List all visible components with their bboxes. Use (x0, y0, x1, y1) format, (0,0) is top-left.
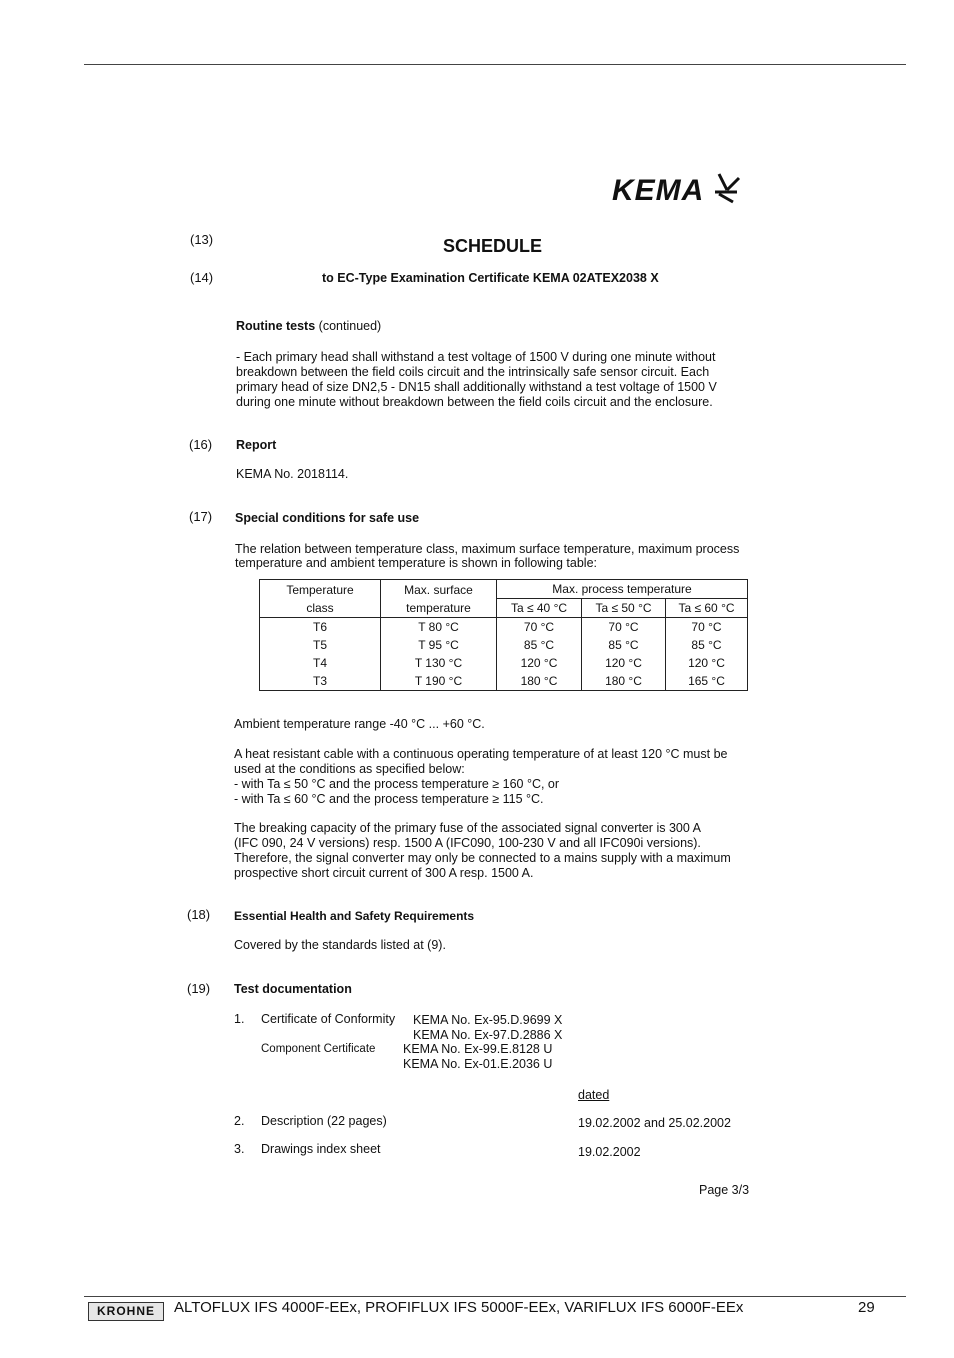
header-surface: Max. surface temperature (381, 580, 497, 618)
section-13-number: (13) (190, 232, 214, 247)
certificate-subtitle: to EC-Type Examination Certificate KEMA 02ATEX2038 X (322, 271, 659, 285)
header-rule (84, 64, 906, 65)
table-cell: 180 °C (582, 672, 666, 691)
table-cell: 70 °C (666, 618, 748, 637)
header-class: Temperature class (260, 580, 381, 618)
coc-label: Certificate of Conformity (261, 1012, 396, 1026)
report-body: KEMA No. 2018114. (236, 467, 349, 481)
header-process: Max. process temperature (497, 580, 748, 599)
section-18-number: (18) (187, 907, 211, 922)
schedule-title: SCHEDULE (443, 236, 543, 256)
table-cell: 165 °C (666, 672, 748, 691)
dated-label: dated (578, 1088, 610, 1102)
routine-tests-heading: Routine tests (continued) (236, 319, 382, 333)
table-cell: T5 (260, 636, 381, 654)
footer-rule (84, 1296, 906, 1297)
component-label: Component Certificate (261, 1043, 376, 1055)
ambient-range: Ambient temperature range -40 °C ... +60 °C. (234, 717, 485, 731)
table-cell: 85 °C (666, 636, 748, 654)
table-row (260, 654, 748, 672)
table-row (260, 636, 748, 654)
footer-page-number: 29 (858, 1299, 875, 1316)
table-cell: 70 °C (497, 618, 582, 637)
table-cell: 85 °C (497, 636, 582, 654)
special-conditions-heading: Special conditions for safe use (235, 511, 420, 525)
routine-tests-body: - Each primary head shall withstand a test voltage of 1500 V during one minute without breakdown between the field coils circuit and the intrinsically safe sensor circuit. Each primary head of size DN2,5 - DN15 shall additionally withstand a test voltage of 1500 V during one minute without breakdown between the field coils circuit and the enclosure. (236, 350, 717, 409)
section-16-number: (16) (189, 437, 213, 452)
table-row (260, 618, 748, 637)
item-2-number: 2. (234, 1114, 245, 1128)
table-cell: T6 (260, 618, 381, 637)
coc-values: KEMA No. Ex-95.D.9699 X KEMA No. Ex-97.D.2886 X (413, 1013, 563, 1042)
page-label: Page 3/3 (699, 1183, 750, 1197)
table-cell: 120 °C (666, 654, 748, 672)
kema-logo: KEMA (612, 170, 741, 208)
table-cell: T 80 °C (381, 618, 497, 637)
table-cell: 85 °C (582, 636, 666, 654)
item-3-date: 19.02.2002 (578, 1145, 641, 1159)
temperature-table (259, 579, 748, 691)
table-cell: T3 (260, 672, 381, 691)
kema-mark-icon (713, 170, 741, 204)
item-1-number: 1. (234, 1012, 245, 1026)
section-17-number: (17) (189, 509, 213, 524)
subheader-ta40: Ta ≤ 40 °C (497, 599, 582, 618)
subheader-ta60: Ta ≤ 60 °C (666, 599, 748, 618)
special-conditions-intro: The relation between temperature class, maximum surface temperature, maximum process temperature and ambient temperature is shown in following table: (235, 542, 740, 570)
item-3-number: 3. (234, 1142, 245, 1156)
fuse-capacity: The breaking capacity of the primary fuse of the associated signal converter is 300 A (IFC 090, 24 V versions) resp. 1500 A (IFC090, 100-230 V and all IFC090i versions). Therefore, the signal converter may only be connected to a mains supply with a maximum prospective short circuit current of 300 A resp. 1500 A. (234, 821, 731, 880)
item-2-label: Description (22 pages) (261, 1114, 387, 1128)
table-cell: T 95 °C (381, 636, 497, 654)
component-values: KEMA No. Ex-99.E.8128 U KEMA No. Ex-01.E.2036 U (403, 1042, 553, 1071)
krohne-logo: KROHNE (88, 1302, 164, 1321)
table-cell: T4 (260, 654, 381, 672)
ehsr-heading: Essential Health and Safety Requirements (234, 909, 475, 923)
table-cell: 70 °C (582, 618, 666, 637)
table-row (260, 672, 748, 691)
item-3-label: Drawings index sheet (261, 1142, 381, 1156)
table-cell: T 190 °C (381, 672, 497, 691)
table-cell: T 130 °C (381, 654, 497, 672)
test-documentation-heading: Test documentation (234, 982, 352, 996)
ehsr-body: Covered by the standards listed at (9). (234, 938, 446, 952)
report-heading: Report (236, 438, 277, 452)
section-14-number: (14) (190, 270, 214, 285)
section-19-number: (19) (187, 981, 211, 996)
table-cell: 120 °C (497, 654, 582, 672)
table-cell: 120 °C (582, 654, 666, 672)
cable-requirement: A heat resistant cable with a continuous operating temperature of at least 120 °C must be used at the conditions as specified below: - with Ta ≤ 50 °C and the process temperature ≥ 160 °C, or - with Ta ≤ 60 °C and the process temperature ≥ 115 °C. (234, 747, 728, 806)
footer-text: ALTOFLUX IFS 4000F-EEx, PROFIFLUX IFS 5000F-EEx, VARIFLUX IFS 6000F-EEx (174, 1299, 744, 1316)
subheader-ta50: Ta ≤ 50 °C (582, 599, 666, 618)
table-cell: 180 °C (497, 672, 582, 691)
item-2-date: 19.02.2002 and 25.02.2002 (578, 1116, 731, 1130)
